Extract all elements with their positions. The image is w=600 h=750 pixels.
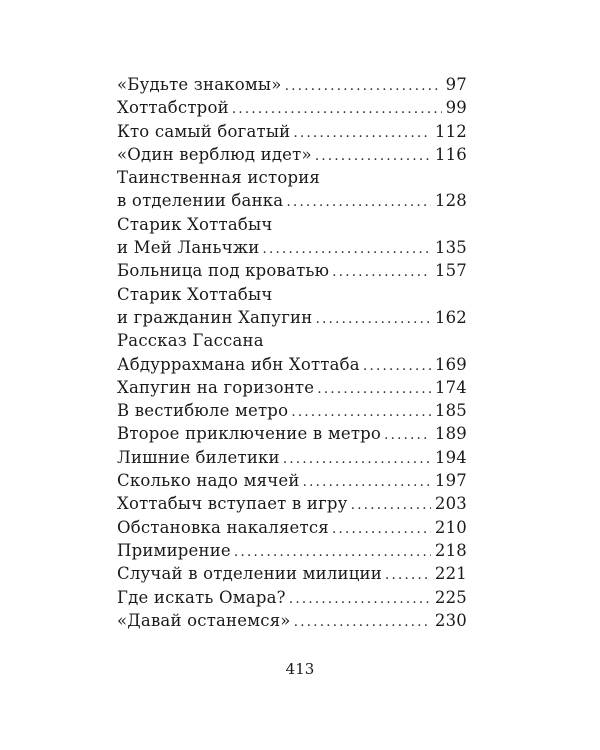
toc-line bbox=[117, 492, 467, 515]
toc-line bbox=[117, 143, 467, 166]
toc-line bbox=[117, 96, 467, 119]
toc-entry-page: 230 bbox=[434, 610, 467, 630]
toc-entry bbox=[117, 446, 467, 469]
toc-entry-page: 116 bbox=[434, 144, 467, 164]
toc-leader-dots bbox=[293, 120, 431, 145]
toc-entry-title: Второе приключение в метро bbox=[117, 424, 382, 444]
toc-entry-page: 203 bbox=[434, 494, 467, 514]
toc-entry bbox=[117, 492, 467, 515]
toc-line bbox=[117, 516, 467, 539]
toc-entry-page: 174 bbox=[434, 377, 467, 397]
toc-entry-page: 162 bbox=[434, 307, 467, 327]
toc-line bbox=[117, 189, 467, 212]
table-of-contents bbox=[117, 73, 467, 632]
toc-entry-title: Случай в отделении милиции bbox=[117, 564, 382, 584]
toc-entry-page: 189 bbox=[434, 424, 467, 444]
toc-line bbox=[117, 399, 467, 422]
toc-entry bbox=[117, 422, 467, 445]
toc-leader-dots bbox=[234, 539, 431, 564]
toc-leader-dots bbox=[286, 189, 431, 214]
toc-entry-page: 157 bbox=[434, 261, 467, 281]
toc-entry-page: 185 bbox=[434, 401, 467, 421]
toc-entry-title: Кто самый богатый bbox=[117, 121, 291, 141]
toc-entry bbox=[117, 120, 467, 143]
toc-leader-dots bbox=[351, 492, 431, 517]
toc-leader-dots bbox=[332, 516, 431, 541]
toc-entry-title: Лишние билетики bbox=[117, 447, 280, 467]
toc-line bbox=[117, 213, 467, 236]
toc-entry-page: 135 bbox=[434, 238, 467, 258]
toc-entry-page: 97 bbox=[445, 75, 467, 94]
toc-entry-title: Хоттабстрой bbox=[117, 98, 229, 118]
toc-leader-dots bbox=[315, 306, 430, 331]
toc-entry bbox=[117, 562, 467, 585]
toc-leader-dots bbox=[384, 422, 431, 447]
toc-entry-title: Рассказ Гассана bbox=[117, 331, 264, 351]
toc-entry-page: 112 bbox=[434, 121, 467, 141]
toc-entry-page: 197 bbox=[434, 471, 467, 491]
toc-entry bbox=[117, 143, 467, 166]
toc-leader-dots bbox=[385, 562, 431, 587]
toc-entry bbox=[117, 539, 467, 562]
toc-entry bbox=[117, 516, 467, 539]
toc-entry-title: Старик Хоттабыч bbox=[117, 214, 273, 234]
toc-entry-page: 194 bbox=[434, 447, 467, 467]
toc-entry-title: Старик Хоттабыч bbox=[117, 284, 273, 304]
toc-entry-title: В вестибюле метро bbox=[117, 401, 289, 421]
toc-entry-title: «Один верблюд идет» bbox=[117, 144, 312, 164]
toc-leader-dots bbox=[317, 376, 431, 401]
toc-entry-page: 169 bbox=[434, 354, 467, 374]
toc-entry bbox=[117, 283, 467, 330]
toc-leader-dots bbox=[232, 96, 442, 121]
toc-line bbox=[117, 353, 467, 376]
toc-entry-title: и Мей Ланьчжи bbox=[117, 238, 260, 258]
toc-leader-dots bbox=[294, 609, 431, 634]
toc-entry-title: Больница под кроватью bbox=[117, 261, 330, 281]
toc-line bbox=[117, 609, 467, 632]
toc-line bbox=[117, 586, 467, 609]
toc-leader-dots bbox=[303, 469, 431, 494]
toc-line bbox=[117, 120, 467, 143]
toc-entry-page: 99 bbox=[445, 98, 467, 118]
toc-entry bbox=[117, 213, 467, 260]
toc-entry-title: Таинственная история bbox=[117, 168, 321, 188]
toc-line bbox=[117, 166, 467, 189]
toc-line bbox=[117, 329, 467, 352]
toc-entry bbox=[117, 376, 467, 399]
toc-line bbox=[117, 283, 467, 306]
toc-leader-dots bbox=[291, 399, 431, 424]
toc-leader-dots bbox=[283, 446, 431, 471]
toc-entry bbox=[117, 166, 467, 213]
toc-line bbox=[117, 73, 467, 96]
toc-line bbox=[117, 469, 467, 492]
toc-entry-title: Хапугин на горизонте bbox=[117, 377, 315, 397]
toc-leader-dots bbox=[363, 353, 431, 378]
toc-entry bbox=[117, 399, 467, 422]
page-number: 413 bbox=[285, 660, 315, 678]
toc-leader-dots bbox=[285, 73, 442, 98]
toc-line bbox=[117, 446, 467, 469]
toc-leader-dots bbox=[289, 586, 431, 611]
toc-entry bbox=[117, 73, 467, 96]
toc-line bbox=[117, 422, 467, 445]
toc-entry bbox=[117, 259, 467, 282]
toc-entry-title: Сколько надо мячей bbox=[117, 471, 300, 491]
toc-entry bbox=[117, 609, 467, 632]
toc-leader-dots bbox=[332, 259, 431, 284]
toc-entry-page: 218 bbox=[434, 540, 467, 560]
toc-line bbox=[117, 236, 467, 259]
toc-entry-page: 128 bbox=[434, 191, 467, 211]
toc-entry bbox=[117, 96, 467, 119]
toc-entry-title: Где искать Омара? bbox=[117, 587, 286, 607]
toc-entry bbox=[117, 586, 467, 609]
toc-leader-dots bbox=[262, 236, 430, 261]
toc-entry bbox=[117, 329, 467, 376]
toc-entry-title: Обстановка накаляется bbox=[117, 517, 329, 537]
toc-entry-title: и гражданин Хапугин bbox=[117, 307, 313, 327]
toc-entry-title: в отделении банка bbox=[117, 191, 284, 211]
toc-entry-page: 210 bbox=[434, 517, 467, 537]
toc-entry-page: 221 bbox=[434, 564, 467, 584]
toc-entry-page: 225 bbox=[434, 587, 467, 607]
toc-entry-title: Примирение bbox=[117, 540, 231, 560]
toc-entry bbox=[117, 469, 467, 492]
toc-entry-title: «Давай останемся» bbox=[117, 610, 291, 630]
toc-line bbox=[117, 259, 467, 282]
toc-entry-title: Хоттабыч вступает в игру bbox=[117, 494, 348, 514]
toc-line bbox=[117, 306, 467, 329]
toc-line bbox=[117, 562, 467, 585]
toc-line bbox=[117, 376, 467, 399]
toc-entry-title: Абдуррахмана ибн Хоттаба bbox=[117, 354, 360, 374]
toc-entry-title: «Будьте знакомы» bbox=[117, 75, 282, 94]
toc-leader-dots bbox=[315, 143, 431, 168]
toc-line bbox=[117, 539, 467, 562]
